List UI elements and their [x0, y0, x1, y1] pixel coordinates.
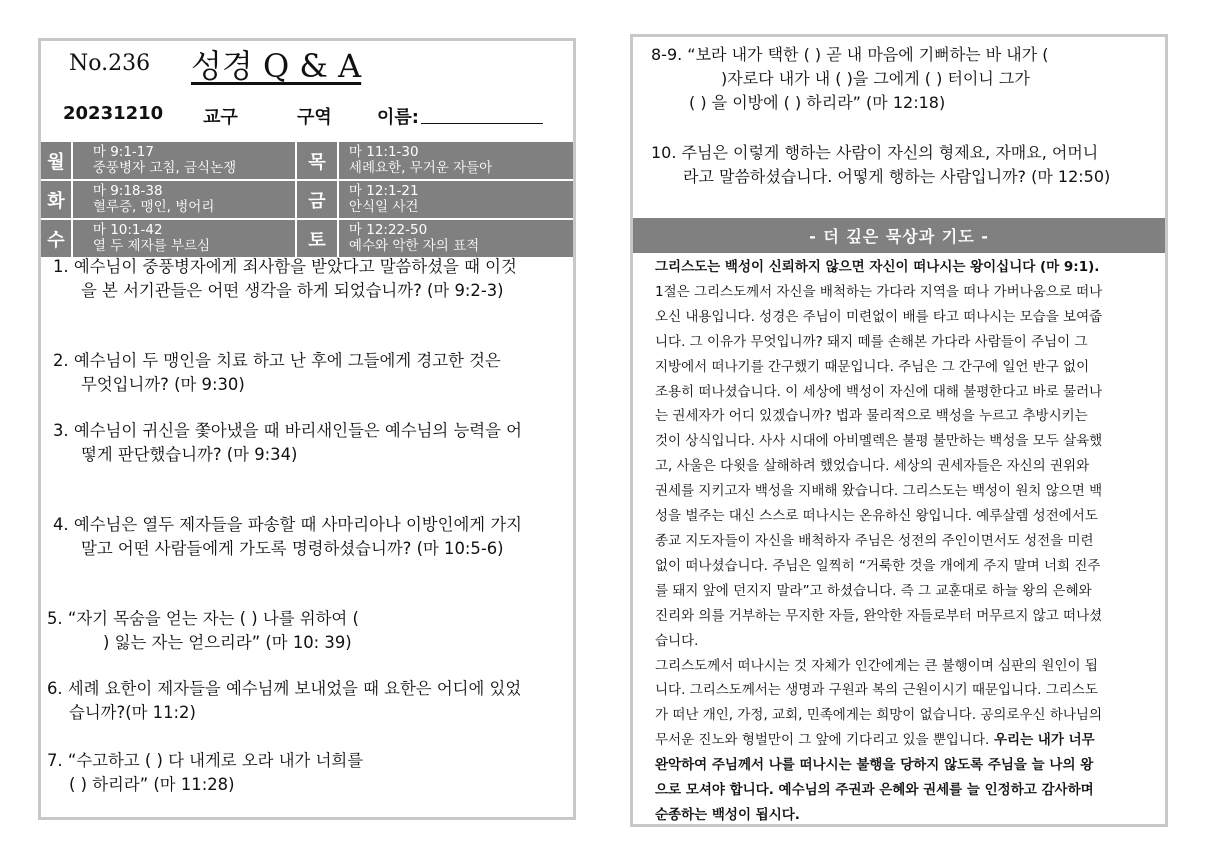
- question-6: [47, 677, 521, 725]
- name-blank-line: [421, 123, 543, 124]
- question-7: [47, 749, 363, 797]
- question-line: 을 본 서기관들은 어떤 생각을 하게 되었습니까? (마 9:2-3): [81, 281, 504, 300]
- meditation-line: 으로 모셔야 합니다. 예수님의 주권과 은혜와 권세를 늘 인정하고 감사하며: [655, 782, 1094, 799]
- question-line: 5. “자기 목숨을 얻는 자는 ( ) 나를 위하여 (: [47, 609, 359, 628]
- meditation-line: 권세를 지키고자 백성을 지배해 왔습니다. 그리스도는 백성이 원치 않으면 백: [655, 483, 1103, 500]
- schedule-reading: [339, 181, 573, 218]
- meditation-line: 성을 벌주는 대신 스스로 떠나시는 온유하신 왕입니다. 예루살렘 성전에서도: [655, 508, 1098, 525]
- meditation-line: 습니다.: [655, 632, 699, 649]
- question-line: 습니까?(마 11:2): [69, 703, 196, 722]
- schedule-row: [41, 220, 573, 257]
- schedule-reading: [73, 181, 295, 218]
- schedule-row: [41, 142, 573, 179]
- meditation-line: 무서운 진노와 형벌만이 그 앞에 기다리고 있을 뿐입니다. 우리는 내가 너무: [655, 732, 1095, 749]
- schedule-reading: [339, 220, 573, 257]
- reading-ref: 마 12:1-21: [348, 183, 419, 199]
- schedule-reading: [73, 142, 295, 179]
- meditation-line: 를 돼지 앞에 던지지 말라”고 하셨습니다. 즉 그 교훈대로 하늘 왕의 은혜와: [655, 582, 1092, 599]
- meditation-line: 순종하는 백성이 됩시다.: [655, 806, 800, 823]
- question-line: 4. 예수님은 열두 제자들을 파송할 때 사마리아나 이방인에게 가지: [53, 515, 522, 534]
- meditation-line: 고, 사울은 다윗을 살해하려 했었습니다. 세상의 권세자들은 자신의 권위와: [655, 458, 1090, 475]
- schedule-day: 수: [41, 220, 71, 257]
- meditation-line: 것이 상식입니다. 사사 시대에 아비멜렉은 불평 불만하는 백성을 모두 살육했: [655, 433, 1103, 450]
- question-line: ) 잃는 자는 얻으리라” (마 10: 39): [103, 633, 352, 652]
- question-line: ( ) 을 이방에 ( ) 하리라” (마 12:18): [689, 93, 946, 112]
- meditation-heading: - 더 깊은 묵상과 기도 -: [633, 218, 1165, 253]
- schedule-day: 화: [41, 181, 71, 218]
- question-line: 10. 주님은 이렇게 행하는 사람이 자신의 형제요, 자매요, 어머니: [651, 143, 1099, 162]
- question-line: 7. “수고하고 ( ) 다 내게로 오라 내가 너희를: [47, 751, 364, 770]
- question-line: 8-9. “보라 내가 택한 ( ) 곧 내 마음에 기뻐하는 바 내가 (: [651, 45, 1049, 64]
- question-line: 1. 예수님이 중풍병자에게 죄사함을 받았다고 말씀하셨을 때 이것: [53, 257, 517, 276]
- schedule-day: 월: [41, 142, 71, 179]
- question-line: 2. 예수님이 두 맹인을 치료 하고 난 후에 그들에게 경고한 것은: [53, 351, 501, 370]
- meditation-line: 는 권세자가 어디 있겠습니까? 법과 물리적으로 백성을 누르고 추방시키는: [655, 408, 1088, 425]
- meditation-line: 니다. 그리스도께서는 생명과 구원과 복의 근원이시기 때문입니다. 그리스도: [655, 682, 1098, 699]
- left-panel: [38, 38, 576, 820]
- question-10: [651, 141, 1110, 189]
- reading-schedule: [41, 142, 573, 259]
- question-4: [53, 513, 522, 561]
- question-line: )자로다 내가 내 ( )을 그에게 ( ) 터이니 그가: [721, 69, 1030, 88]
- page-title: 성경 Q & A: [191, 47, 362, 85]
- question-line: 떻게 판단했습니까? (마 9:34): [81, 445, 298, 464]
- question-line: 무엇입니까? (마 9:30): [81, 375, 245, 394]
- meditation-line: 완악하여 주님께서 나를 떠나시는 불행을 당하지 않도록 주님을 늘 나의 왕: [655, 757, 1094, 774]
- question-1: [53, 255, 517, 303]
- meditation-line: 없이 떠나셨습니다. 주님은 일찍히 “거룩한 것을 개에게 주지 말며 너희 진주: [655, 557, 1101, 574]
- schedule-reading: [339, 142, 573, 179]
- date: 20231210: [63, 103, 164, 124]
- question-line: ( ) 하리라” (마 11:28): [69, 775, 235, 794]
- question-line: 6. 세례 요한이 제자들을 예수님께 보내었을 때 요한은 어디에 있었: [47, 679, 522, 698]
- question-8-9: [651, 43, 1048, 115]
- name-label: 이름:: [377, 107, 419, 128]
- issue-number: No.236: [69, 51, 151, 76]
- meditation-line: 지방에서 떠나기를 간구했기 때문입니다. 주님은 그 간구에 일언 반구 없이: [655, 358, 1090, 375]
- reading-ref: 마 10:1-42: [92, 222, 163, 238]
- reading-desc: 세례요한, 무거운 자들아: [348, 160, 493, 176]
- schedule-row: [41, 181, 573, 218]
- question-line: 말고 어떤 사람들에게 가도록 명령하셨습니까? (마 10:5-6): [81, 539, 504, 558]
- meditation-line: 그리스도는 백성이 신뢰하지 않으면 자신이 떠나시는 왕이십니다 (마 9:1).: [655, 259, 1100, 275]
- reading-desc: 혈루증, 맹인, 벙어리: [92, 199, 215, 215]
- schedule-day: 목: [297, 142, 337, 179]
- meditation-text: [655, 255, 1102, 828]
- schedule-day: 금: [297, 181, 337, 218]
- reading-desc: 안식일 사건: [348, 199, 419, 215]
- schedule-day: 토: [297, 220, 337, 257]
- meditation-line: 1절은 그리스도께서 자신을 배척하는 가다라 지역을 떠나 가버나움으로 떠나: [655, 283, 1103, 300]
- reading-ref: 마 11:1-30: [348, 144, 419, 160]
- meditation-line: 조용히 떠나셨습니다. 이 세상에 백성이 자신에 대해 불평한다고 바로 물러나: [655, 383, 1103, 400]
- reading-ref: 마 9:18-38: [92, 183, 163, 199]
- question-3: [53, 419, 522, 467]
- reading-ref: 마 12:22-50: [348, 222, 428, 238]
- right-panel: [630, 34, 1168, 827]
- reading-desc: 중풍병자 고침, 금식논쟁: [92, 160, 237, 176]
- question-line: 3. 예수님이 귀신을 쫓아냈을 때 바리새인들은 예수님의 능력을 어: [53, 421, 522, 440]
- meditation-line: 가 떠난 개인, 가정, 교회, 민족에게는 희망이 없습니다. 공의로우신 하나님의: [655, 707, 1103, 724]
- meditation-line: 종교 지도자들이 자신을 배척하자 주님은 성전의 주인이면서도 성전을 미련: [655, 532, 1094, 549]
- district-label: 교구: [203, 107, 238, 128]
- meditation-line: 오신 내용입니다. 성경은 주님이 미련없이 배를 타고 떠나시는 모습을 보여줍: [655, 308, 1103, 325]
- reading-ref: 마 9:1-17: [92, 144, 154, 160]
- question-line: 라고 말씀하셨습니다. 어떻게 행하는 사람입니까? (마 12:50): [683, 167, 1111, 186]
- question-2: [53, 349, 501, 397]
- meditation-line: 그리스도께서 떠나시는 것 자체가 인간에게는 큰 불행이며 심판의 원인이 됩: [655, 657, 1098, 674]
- question-5: [47, 607, 359, 655]
- reading-desc: 예수와 악한 자의 표적: [348, 238, 480, 254]
- meditation-line: 니다. 그 이유가 무엇입니까? 돼지 떼를 손해본 가다라 사람들이 주님이 그: [655, 333, 1088, 350]
- schedule-reading: [73, 220, 295, 257]
- meditation-line: 진리와 의를 거부하는 무지한 자들, 완악한 자들로부터 머무르지 않고 떠나셨: [655, 607, 1103, 624]
- reading-desc: 열 두 제자를 부르심: [92, 238, 211, 254]
- section-label: 구역: [297, 107, 332, 128]
